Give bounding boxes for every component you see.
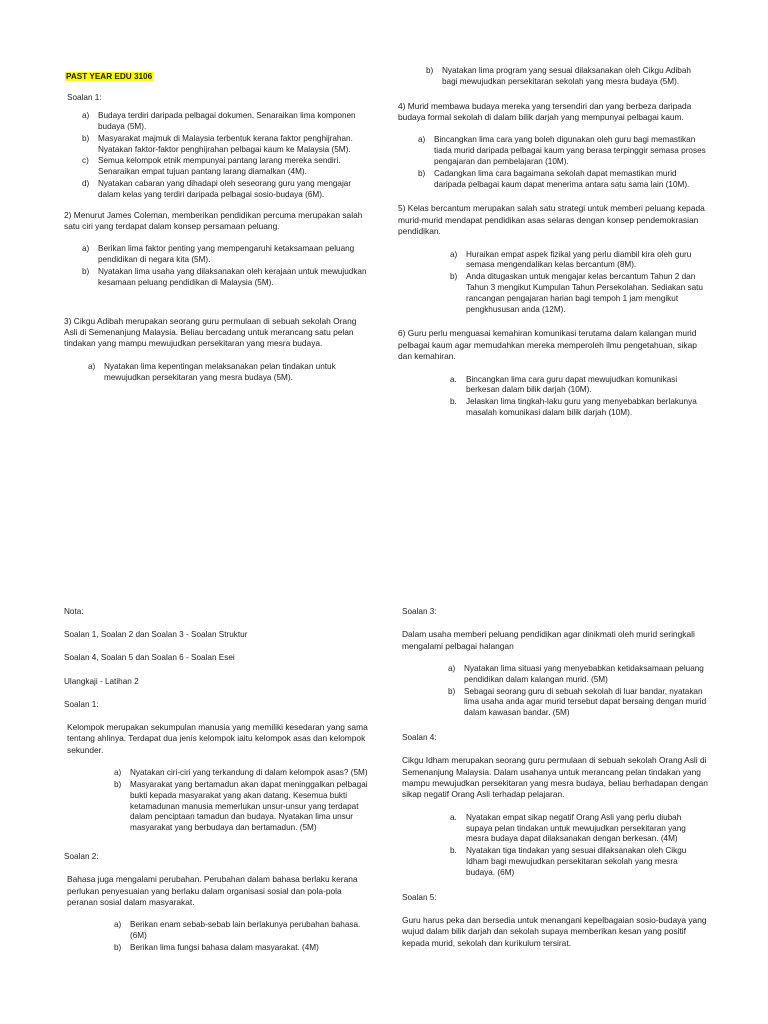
question-item	[82, 244, 370, 266]
item-text: Nyatakan lima usaha yang dilaksanakan oleh kerajaan untuk mewujudkan kesamaan peluang pendidikan di Malaysia (5M).	[98, 266, 367, 287]
s3-list	[448, 664, 708, 719]
question-item	[418, 135, 708, 167]
s5-text: Guru harus peka dan bersedia untuk menangani kepelbagaian sosio-budaya yang wujud dalam bilik darjah dan sekolah supaya memberikan kesan yang positif kepada murid, sekolah dan kurikulum tersirat.	[402, 914, 707, 948]
nota-heading: Nota:	[64, 607, 84, 616]
item-text: Cadangkan lima cara bagaimana sekolah dapat memastikan murid daripada pelbagai kaum dapat menerima antara satu sama lain (10M).	[434, 168, 690, 189]
question-6-list	[450, 375, 708, 419]
question-item	[82, 134, 370, 156]
question-3-text: 3) Cikgu Adibah merupakan seorang guru permulaan di sebuah sekolah Orang Asli di Semenanjung Malaysia. Beliau bercadang untuk merancang satu pelan tindakan yang mampu mewujudkan persekitaran yang mesra budaya.	[64, 315, 357, 349]
item-marker: b.	[450, 397, 457, 407]
item-text: Nyatakan cabaran yang dihadapi oleh seseorang guru yang mengajar dalam kelas yang terdiri daripada pelbagai sosio-budaya (6M).	[98, 178, 352, 199]
question-item	[448, 687, 708, 719]
item-text: Bincangkan lima cara yang boleh digunakan oleh guru bagi memastikan tiada murid daripada pelbagai kaum yang berasa terpinggir semasa proses pengajaran dan pembelajaran (10M).	[434, 135, 706, 166]
question-6-text: 6) Guru perlu menguasai kemahiran komunikasi terutama dalam kalangan murid pelbagai kaum agar memudahkan mereka memperoleh ilmu pengetahuan, sikap dan kemahiran.	[398, 328, 697, 362]
item-marker: b)	[114, 780, 122, 790]
item-marker: b)	[82, 133, 90, 143]
question-5-list	[450, 250, 708, 316]
item-marker: d)	[82, 178, 90, 188]
question-item	[450, 846, 708, 878]
nota-line-1: Soalan 1, Soalan 2 dan Soalan 3 - Soalan Struktur	[64, 630, 248, 640]
question-item	[114, 768, 370, 779]
item-marker: a)	[418, 135, 426, 145]
item-text: Masyarakat majmuk di Malaysia terbentuk kerana faktor penghijrahan. Nyatakan faktor-faktor penghijrahan pelbagai kaum ke Malaysia (5M).	[98, 133, 353, 154]
item-marker: a)	[114, 920, 122, 930]
item-text: Nyatakan ciri-ciri yang terkandung di dalam kelompok asas? (5M)	[130, 768, 368, 778]
item-text: Sebagai seorang guru di sebuah sekolah di luar bandar, nyatakan lima usaha anda agar murid tersebut dapat bersaing dengan murid dalam kawasan bandar. (5M)	[464, 686, 707, 718]
question-item	[88, 362, 370, 384]
s2-list	[114, 920, 370, 953]
item-text: Bincangkan lima cara guru dapat mewujudkan komunikasi berkesan dalam bilik darjah (10M).	[466, 374, 678, 395]
item-marker: b)	[418, 168, 426, 178]
s1-list	[114, 768, 370, 834]
item-marker: a)	[114, 768, 122, 778]
s2-heading: Soalan 2:	[64, 852, 99, 862]
question-item	[114, 943, 370, 954]
nota-line-3: Ulangkaji - Latihan 2	[64, 676, 139, 686]
question-3b-list	[426, 66, 708, 88]
question-4-text: 4) Murid membawa budaya mereka yang tersendiri dan yang berbeza daripada budaya formal sekolah di dalam bilik darjah yang mempunyai pelbagai kaum.	[398, 100, 692, 122]
question-2-list	[82, 244, 370, 288]
item-text: Berikan enam sebab-sebab lain berlakunya perubahan bahasa. (6M)	[130, 920, 361, 941]
item-text: Berikan lima faktor penting yang mempengaruhi ketaksamaan peluang pendidikan di negara kita (5M).	[98, 244, 355, 265]
top-right-column	[398, 66, 708, 420]
question-4-list	[418, 135, 708, 190]
top-left-column	[64, 66, 370, 384]
item-marker: a)	[88, 361, 96, 371]
item-marker: b)	[82, 266, 90, 276]
bottom-right-column	[398, 606, 708, 949]
nota-line-2: Soalan 4, Soalan 5 dan Soalan 6 - Soalan Esei	[64, 653, 235, 663]
question-item	[450, 813, 708, 845]
item-text: Nyatakan lima program yang sesuai dilaksanakan oleh Cikgu Adibah bagi mewujudkan persekitaran sekolah yang mesra budaya (5M).	[442, 66, 691, 86]
item-text: Anda ditugaskan untuk mengajar kelas bercantum Tahun 2 dan Tahun 3 mengikut Kumpulan Tahun Persekolahan. Sediakan satu rancangan pengajaran harian bagi tempoh 1 jam mengikut pengkhususan anda (12M).	[466, 272, 703, 314]
item-marker: a)	[448, 664, 456, 674]
question-item	[418, 169, 708, 191]
s1-heading: Soalan 1:	[64, 699, 99, 709]
question-item	[426, 66, 708, 88]
item-marker: a)	[82, 244, 90, 254]
item-marker: b)	[426, 66, 434, 75]
question-item	[82, 267, 370, 289]
item-text: Nyatakan lima situasi yang menyebabkan ketidaksamaan peluang pendidikan dalam kalangan murid. (5M)	[464, 664, 704, 684]
soalan1-list	[82, 111, 370, 200]
question-3-list	[88, 362, 370, 384]
item-text: Berikan lima fungsi bahasa dalam masyarakat. (4M)	[130, 943, 319, 953]
item-marker: c)	[82, 156, 89, 166]
question-item	[450, 375, 708, 397]
question-item	[448, 664, 708, 686]
question-item	[82, 156, 370, 178]
item-marker: b.	[450, 846, 457, 856]
s3-text: Dalam usaha memberi peluang pendidikan agar dinikmati oleh murid seringkali mengalami pelbagai halangan	[402, 629, 695, 651]
item-marker: b)	[448, 686, 456, 696]
item-marker: a.	[450, 812, 457, 822]
item-text: Nyatakan empat sikap negatif Orang Asli yang perlu diubah supaya pelan tindakan untuk mewujudkan persekitaran yang mesra budaya dapat dilaksanakan dengan berkesan. (4M)	[466, 812, 686, 844]
question-item	[450, 250, 708, 272]
s1-text: Kelompok merupakan sekumpulan manusia yang memiliki kesedaran yang sama tentang ahlinya. Terdapat dua jenis kelompok iaitu kelompok asas dan kelompok sekunder.	[67, 722, 368, 755]
s4-list	[450, 813, 708, 879]
item-marker: b)	[450, 272, 458, 282]
question-2-text: 2) Menurut James Coleman, memberikan pendidikan percuma merupakan salah satu ciri yang terdapat dalam konsep persamaan peluang.	[64, 209, 363, 231]
soalan1-heading: Soalan 1:	[67, 93, 102, 102]
question-item	[450, 272, 708, 315]
item-text: Masyarakat yang bertamadun akan dapat meninggalkan pelbagai bukti kepada masyarakat yang akan datang. Kesemua bukti ketamadunan manusia memerlukan unsur-unsur yang terdapat dalam penciptaan tamadun dan budaya. Nyatakan lima unsur masyarakat yang berbudaya dan bertamadun. (5M)	[130, 780, 368, 833]
item-text: Jelaskan lima tingkah-laku guru yang menyebabkan berlakunya masalah komunikasi dalam bilik darjah (10M).	[466, 397, 697, 417]
bottom-left-column	[64, 606, 370, 955]
s4-text: Cikgu Idham merupakan seorang guru permulaan di sebuah sekolah Orang Asli di Semenanjung Malaysia. Dalam usahanya untuk merancang pelan tindakan yang mampu mewujudkan persekitaran yang mesra budaya, beliau berhadapan dengan sikap negatif Orang Asli terhadap pelajaran.	[402, 755, 708, 800]
item-text: Huraikan empat aspek fizikal yang perlu diambil kira oleh guru semasa mengendalikan kelas bercantum (8M).	[466, 249, 692, 270]
item-marker: a)	[82, 111, 90, 121]
s3-heading: Soalan 3:	[402, 607, 437, 616]
item-text: Nyatakan lima kepentingan melaksanakan pelan tindakan untuk mewujudkan persekitaran yang mesra budaya (5M).	[104, 361, 336, 382]
item-text: Semua kelompok etnik mempunyai pantang larang mereka sendiri. Senaraikan empat tujuan pantang larang diamalkan (4M).	[98, 156, 341, 177]
bottom-page	[0, 512, 768, 1024]
question-5-text: 5) Kelas bercantum merupakan salah satu strategi untuk memberi peluang kepada murid-murid mendapat pendidikan asas selaras dengan konsep pendemokrasian pendidikan.	[398, 203, 705, 237]
question-item	[114, 920, 370, 942]
s2-text: Bahasa juga mengalami perubahan. Perubahan dalam bahasa berlaku kerana perlukan penyesuaian yang berlaku dalam organisasi sosial dan pola-pola peranan sosial dalam masyarakat.	[67, 874, 358, 908]
s5-heading: Soalan 5:	[402, 892, 437, 902]
item-marker: b)	[114, 943, 122, 953]
s4-heading: Soalan 4:	[402, 733, 437, 742]
question-item	[82, 179, 370, 201]
item-text: Nyatakan tiga tindakan yang sesuai dilaksanakan oleh Cikgu Idham bagi mewujudkan persekitaran sekolah yang mesra budaya. (6M)	[466, 846, 687, 877]
item-text: Budaya terdiri daripada pelbagai dokumen. Senaraikan lima komponen budaya (5M).	[98, 111, 356, 131]
question-item	[82, 111, 370, 133]
item-marker: a.	[450, 374, 457, 384]
question-item	[450, 397, 708, 419]
question-item	[114, 780, 370, 834]
item-marker: a)	[450, 249, 458, 259]
document-title: PAST YEAR EDU 3106	[66, 72, 153, 81]
